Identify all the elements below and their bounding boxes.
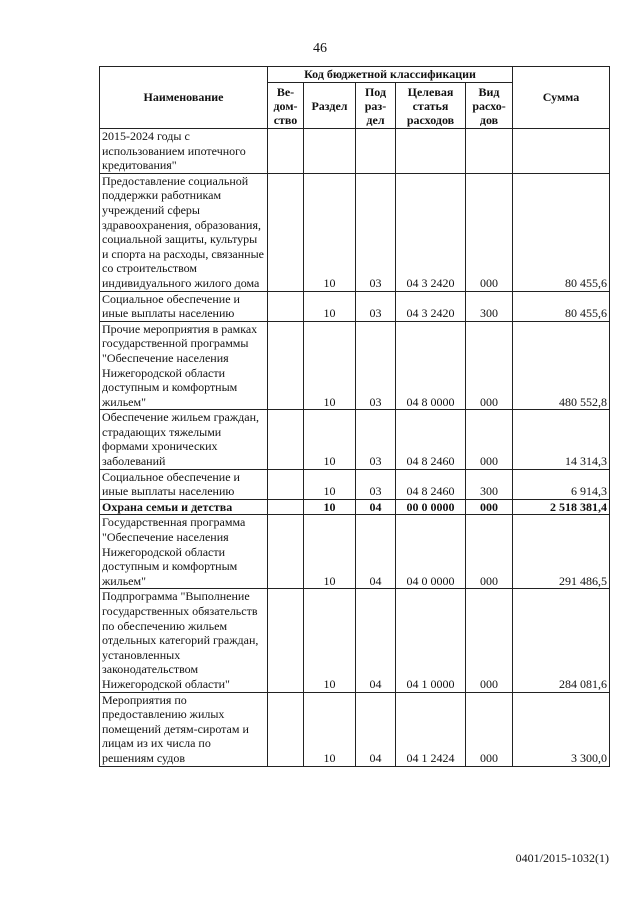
table-body (100, 129, 610, 767)
header-vid-rashodov: Вид расхо- дов (466, 83, 513, 129)
cell-razdel: 10 (304, 410, 356, 469)
cell-vid-rashodov: 000 (466, 499, 513, 515)
cell-name: Социальное обеспечение и иные выплаты населению (100, 291, 268, 321)
cell-celevaya-statya: 04 0 0000 (396, 515, 466, 589)
cell-name: Предоставление социальной поддержки работникам учреждений сферы здравоохранения, образования, социальной защиты, культуры и спорта на расходы, связанные со строительством индивидуального жилого дома (100, 173, 268, 291)
cell-name: Подпрограмма "Выполнение государственных обязательств по обеспечению жильем отдельных категорий граждан, установленных законодательством Нижегородской области" (100, 589, 268, 692)
cell-summa: 3 300,0 (513, 692, 610, 766)
cell-podrazdel: 03 (356, 469, 396, 499)
cell-celevaya-statya: 04 8 2460 (396, 410, 466, 469)
table-row (100, 129, 610, 174)
cell-vid-rashodov: 000 (466, 321, 513, 410)
page-number: 46 (313, 41, 327, 56)
cell-name: Обеспечение жильем граждан, страдающих тяжелыми формами хронических заболеваний (100, 410, 268, 469)
cell-vid-rashodov: 000 (466, 692, 513, 766)
table-row (100, 321, 610, 410)
cell-razdel: 10 (304, 469, 356, 499)
cell-name: 2015-2024 годы с использованием ипотечного кредитования" (100, 129, 268, 174)
cell-name: Мероприятия по предоставлению жилых помещений детям-сиротам и лицам из их числа по решениям судов (100, 692, 268, 766)
budget-table (99, 66, 610, 767)
cell-summa: 80 455,6 (513, 291, 610, 321)
table-row (100, 173, 610, 291)
cell-vid-rashodov: 000 (466, 173, 513, 291)
header-podrazdel: Под раз- дел (356, 83, 396, 129)
header-celevaya-statya: Целевая статья расходов (396, 83, 466, 129)
cell-celevaya-statya: 04 8 2460 (396, 469, 466, 499)
cell-podrazdel: 03 (356, 173, 396, 291)
cell-razdel: 10 (304, 291, 356, 321)
cell-podrazdel: 04 (356, 515, 396, 589)
cell-podrazdel: 04 (356, 499, 396, 515)
cell-vid-rashodov: 000 (466, 589, 513, 692)
cell-vid-rashodov: 000 (466, 515, 513, 589)
cell-celevaya-statya: 04 3 2420 (396, 173, 466, 291)
header-name: Наименование (100, 67, 268, 129)
cell-name: Социальное обеспечение и иные выплаты населению (100, 469, 268, 499)
cell-summa (513, 129, 610, 174)
cell-summa: 6 914,3 (513, 469, 610, 499)
cell-vedomstvo (268, 129, 304, 174)
cell-podrazdel: 03 (356, 291, 396, 321)
table-header (100, 67, 610, 129)
cell-podrazdel: 04 (356, 589, 396, 692)
cell-razdel: 10 (304, 321, 356, 410)
header-summa: Сумма (513, 67, 610, 129)
cell-razdel: 10 (304, 499, 356, 515)
cell-summa: 2 518 381,4 (513, 499, 610, 515)
cell-vid-rashodov: 300 (466, 291, 513, 321)
cell-summa: 291 486,5 (513, 515, 610, 589)
cell-vedomstvo (268, 692, 304, 766)
cell-vedomstvo (268, 173, 304, 291)
cell-vedomstvo (268, 515, 304, 589)
cell-celevaya-statya (396, 129, 466, 174)
cell-podrazdel: 03 (356, 321, 396, 410)
cell-razdel: 10 (304, 692, 356, 766)
cell-celevaya-statya: 04 1 2424 (396, 692, 466, 766)
header-razdel: Раздел (304, 83, 356, 129)
cell-summa: 14 314,3 (513, 410, 610, 469)
cell-vedomstvo (268, 410, 304, 469)
cell-razdel: 10 (304, 173, 356, 291)
cell-podrazdel (356, 129, 396, 174)
cell-name: Прочие мероприятия в рамках государственной программы "Обеспечение населения Нижегородской области доступным и комфортным жильем" (100, 321, 268, 410)
cell-vid-rashodov: 300 (466, 469, 513, 499)
cell-celevaya-statya: 00 0 0000 (396, 499, 466, 515)
cell-vedomstvo (268, 321, 304, 410)
cell-razdel: 10 (304, 589, 356, 692)
cell-razdel (304, 129, 356, 174)
cell-vedomstvo (268, 469, 304, 499)
document-code: 0401/2015-1032(1) (515, 851, 609, 865)
table-row (100, 469, 610, 499)
table-row (100, 589, 610, 692)
cell-celevaya-statya: 04 8 0000 (396, 321, 466, 410)
header-classification-group: Код бюджетной классификации (268, 67, 513, 83)
cell-name: Государственная программа "Обеспечение населения Нижегородской области доступным и комфортным жильем" (100, 515, 268, 589)
cell-vid-rashodov: 000 (466, 410, 513, 469)
cell-celevaya-statya: 04 1 0000 (396, 589, 466, 692)
table-row (100, 692, 610, 766)
cell-vedomstvo (268, 291, 304, 321)
cell-podrazdel: 03 (356, 410, 396, 469)
cell-celevaya-statya: 04 3 2420 (396, 291, 466, 321)
header-vedomstvo: Ве- дом- ство (268, 83, 304, 129)
cell-vedomstvo (268, 499, 304, 515)
cell-podrazdel: 04 (356, 692, 396, 766)
table-row (100, 410, 610, 469)
cell-summa: 284 081,6 (513, 589, 610, 692)
table-row (100, 499, 610, 515)
table-row (100, 291, 610, 321)
cell-name: Охрана семьи и детства (100, 499, 268, 515)
cell-vedomstvo (268, 589, 304, 692)
cell-summa: 480 552,8 (513, 321, 610, 410)
cell-vid-rashodov (466, 129, 513, 174)
cell-summa: 80 455,6 (513, 173, 610, 291)
cell-razdel: 10 (304, 515, 356, 589)
table-row (100, 515, 610, 589)
